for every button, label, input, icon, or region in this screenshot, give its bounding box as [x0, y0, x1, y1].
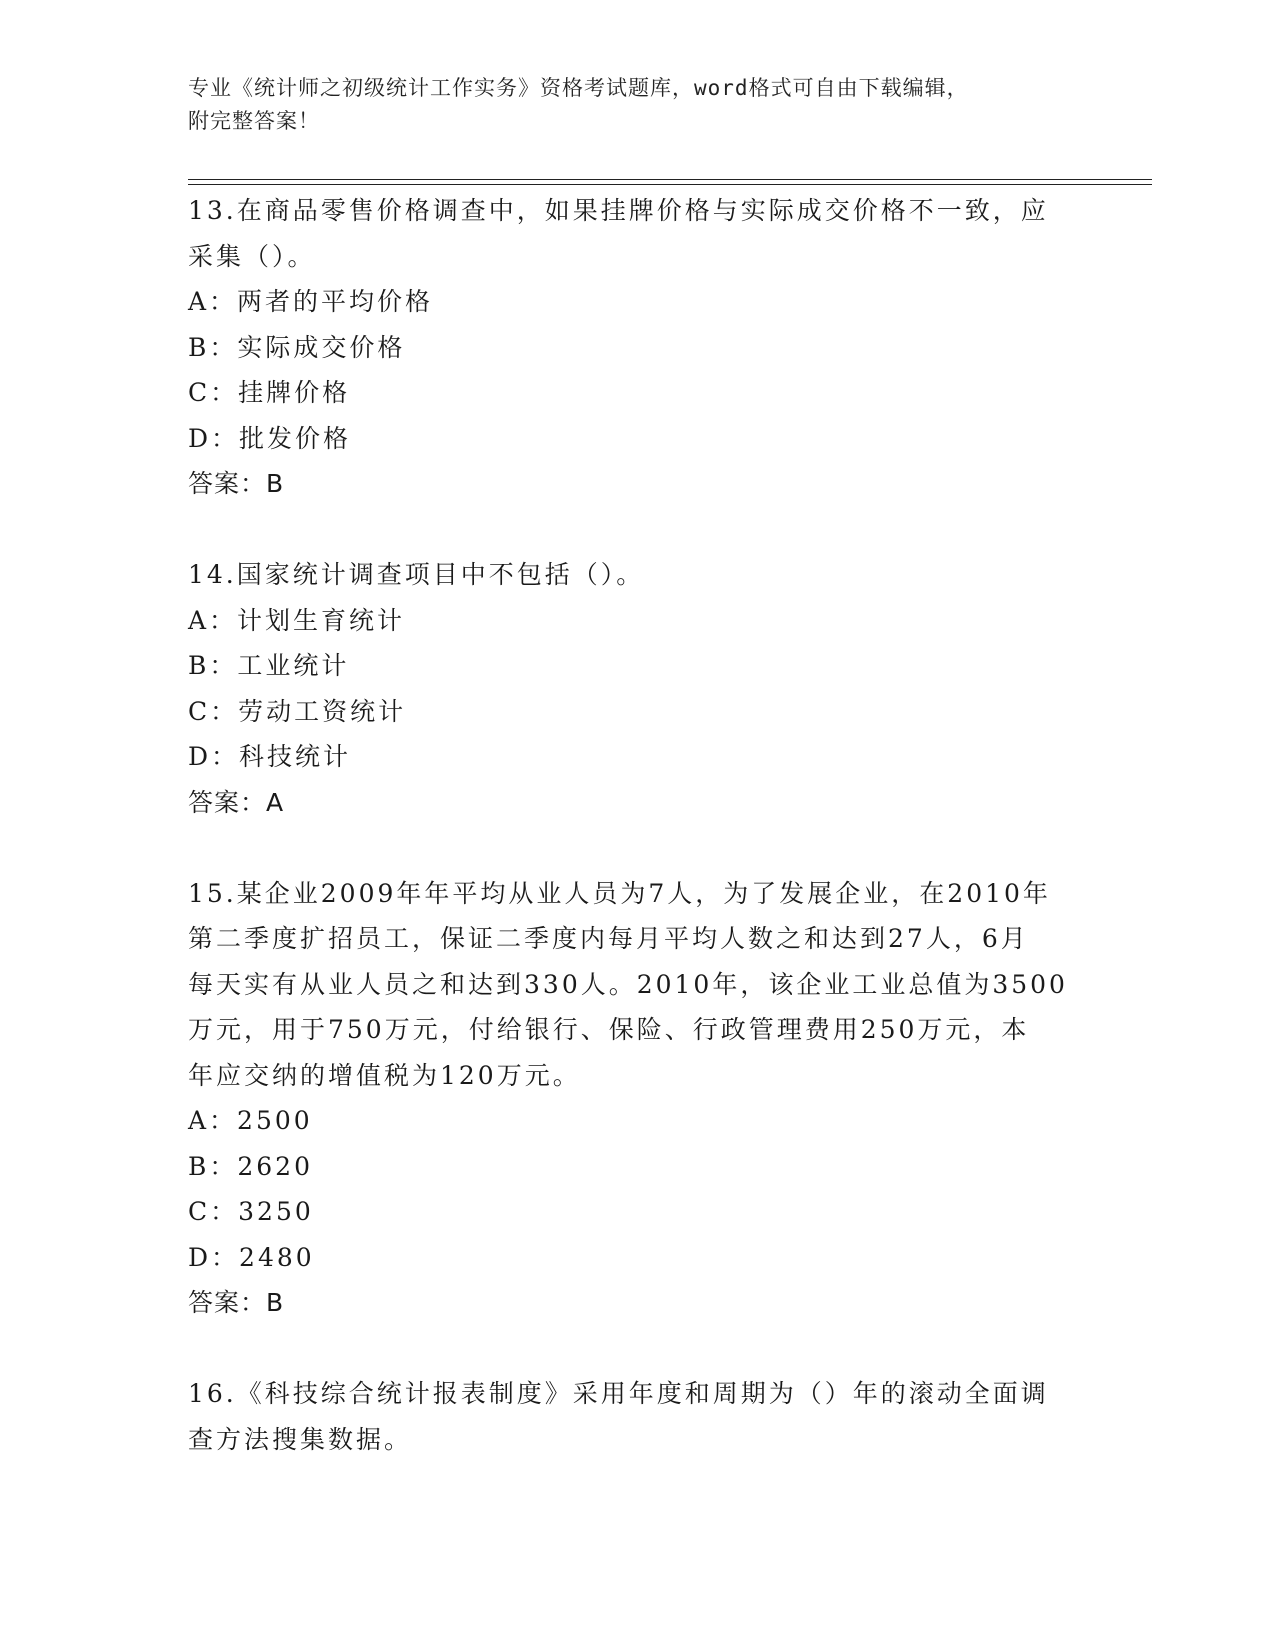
header-line-2: 附完整答案！ [188, 109, 320, 133]
header-divider-bottom [188, 184, 1152, 185]
question-text-line: 每天实有从业人员之和达到330人。2010年，该企业工业总值为3500 [188, 969, 1068, 999]
spacer [188, 825, 1088, 871]
option-c: C：劳动工资统计 [188, 696, 407, 726]
question-14 [188, 552, 1088, 825]
question-text-line: 年应交纳的增值税为120万元。 [188, 1060, 581, 1090]
option-c: C：3250 [188, 1197, 314, 1226]
option-a: A：两者的平均价格 [188, 287, 434, 316]
question-13 [188, 188, 1088, 507]
option-b: B：2620 [188, 1151, 313, 1181]
question-text-line: 14.国家统计调查项目中不包括（）。 [188, 560, 645, 589]
option-b: B：实际成交价格 [188, 332, 406, 362]
question-list [188, 188, 1088, 1462]
option-d: D：2480 [188, 1242, 315, 1272]
question-text-line: 第二季度扩招员工，保证二季度内每月平均人数之和达到27人，6月 [188, 924, 1029, 953]
document-header [188, 72, 1088, 138]
question-16 [188, 1371, 1088, 1462]
option-d: D：科技统计 [188, 742, 352, 771]
question-text-line: 查方法搜集数据。 [188, 1424, 413, 1454]
option-a: A：计划生育统计 [188, 605, 406, 635]
header-line-1: 专业《统计师之初级统计工作实务》资格考试题库，word格式可自由下载编辑， [188, 76, 969, 100]
option-d: D：批发价格 [188, 423, 352, 453]
answer-text: 答案：B [188, 469, 285, 498]
question-text-line: 15.某企业2009年年平均从业人员为7人，为了发展企业，在2010年 [188, 878, 1051, 908]
header-divider-top [188, 179, 1152, 180]
question-15 [188, 871, 1088, 1326]
option-c: C：挂牌价格 [188, 378, 351, 407]
option-a: A：2500 [188, 1106, 313, 1135]
question-text-line: 采集（）。 [188, 241, 316, 271]
spacer [188, 507, 1088, 553]
option-b: B：工业统计 [188, 651, 350, 680]
spacer [188, 1326, 1088, 1372]
question-text-line: 16.《科技综合统计报表制度》采用年度和周期为（）年的滚动全面调 [188, 1379, 1049, 1408]
question-text-line: 13.在商品零售价格调查中，如果挂牌价格与实际成交价格不一致，应 [188, 196, 1049, 225]
answer-text: 答案：B [188, 1288, 285, 1317]
answer-text: 答案：A [188, 787, 285, 817]
question-text-line: 万元，用于750万元，付给银行、保险、行政管理费用250万元，本 [188, 1015, 1030, 1044]
